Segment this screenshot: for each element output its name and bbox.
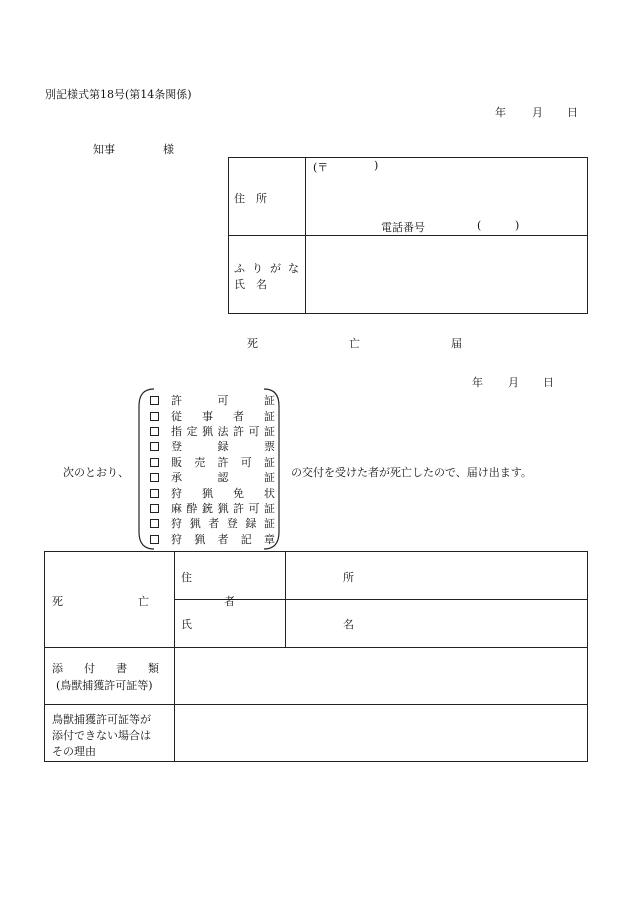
attachments-input[interactable] <box>175 648 587 703</box>
checkbox-icon[interactable] <box>150 504 159 513</box>
certificate-list <box>150 393 275 547</box>
postal-close: ) <box>374 159 379 172</box>
page-title: 死 亡 届 <box>247 337 502 350</box>
certificate-item[interactable] <box>150 393 275 408</box>
certificate-item[interactable] <box>150 408 275 423</box>
certificate-label: 麻 酔 銃 猟 許 可 証 <box>171 501 275 515</box>
checkbox-icon[interactable] <box>150 396 159 405</box>
date-second-year: 年 <box>472 376 483 389</box>
form-id: 別記様式第18号(第14条関係) <box>45 88 192 101</box>
certificate-label: 販 売 許 可 証 <box>171 455 275 469</box>
certificate-item[interactable] <box>150 516 275 531</box>
sentence-prefix: 次のとおり、 <box>63 466 129 479</box>
certificate-item[interactable] <box>150 455 275 470</box>
certificate-item[interactable] <box>150 424 275 439</box>
applicant-address-label: 住 所 <box>234 192 267 205</box>
attachments-note: (鳥獣捕獲許可証等) <box>56 679 153 692</box>
certificate-label: 狩 猟 者 登 録 証 <box>171 517 275 531</box>
checkbox-icon[interactable] <box>150 535 159 544</box>
phone-close: ) <box>515 219 520 232</box>
certificate-item[interactable] <box>150 501 275 516</box>
checkbox-icon[interactable] <box>150 473 159 482</box>
date-second-day: 日 <box>543 376 554 389</box>
certificate-item[interactable] <box>150 470 275 485</box>
certificate-label: 狩 猟 者 記 章 <box>171 532 275 546</box>
checkbox-icon[interactable] <box>150 412 159 421</box>
furigana-label: ふりがな <box>234 262 306 275</box>
deceased-name-label: 氏 名 <box>181 618 424 631</box>
certificate-label: 狩 猟 免 状 <box>171 486 275 500</box>
deceased-name-input[interactable] <box>286 600 587 646</box>
phone-label: 電話番号 <box>381 221 425 234</box>
checkbox-icon[interactable] <box>150 519 159 528</box>
deceased-address-label: 住 所 <box>181 571 424 584</box>
sentence-suffix: の交付を受けた者が死亡したので、届け出ます。 <box>291 466 532 479</box>
phone-open: ( <box>477 219 482 232</box>
postal-open: (〒 <box>313 161 329 174</box>
certificate-label: 許 可 証 <box>171 394 275 408</box>
certificate-label: 承 認 証 <box>171 471 275 485</box>
checkbox-icon[interactable] <box>150 489 159 498</box>
deceased-label: 死 亡 者 <box>52 595 267 608</box>
certificate-item[interactable] <box>150 485 275 500</box>
certificate-item[interactable] <box>150 439 275 454</box>
attachments-label: 添付書類 <box>52 662 180 675</box>
checkbox-icon[interactable] <box>150 442 159 451</box>
certificate-label: 登 録 票 <box>171 440 275 454</box>
date-top-month: 月 <box>532 106 543 119</box>
applicant-divider-h <box>228 235 588 236</box>
reason-input[interactable] <box>175 705 587 761</box>
date-top-year: 年 <box>495 106 506 119</box>
deceased-address-input[interactable] <box>286 552 587 598</box>
checkbox-icon[interactable] <box>150 427 159 436</box>
addressee-sama: 様 <box>163 143 174 156</box>
checkbox-icon[interactable] <box>150 458 159 467</box>
certificate-item[interactable] <box>150 532 275 547</box>
certificate-label: 指 定 猟 法 許 可 証 <box>171 424 275 438</box>
reason-label-line2: 添付できない場合は <box>52 729 151 742</box>
certificate-label: 従 事 者 証 <box>171 409 275 423</box>
applicant-name-label: 氏 名 <box>234 278 267 291</box>
addressee-governor: 知事 <box>93 143 115 156</box>
reason-label-line3: その理由 <box>52 745 96 758</box>
date-top-day: 日 <box>567 106 578 119</box>
reason-label-line1: 鳥獣捕獲許可証等が <box>52 713 151 726</box>
date-second-month: 月 <box>508 376 519 389</box>
